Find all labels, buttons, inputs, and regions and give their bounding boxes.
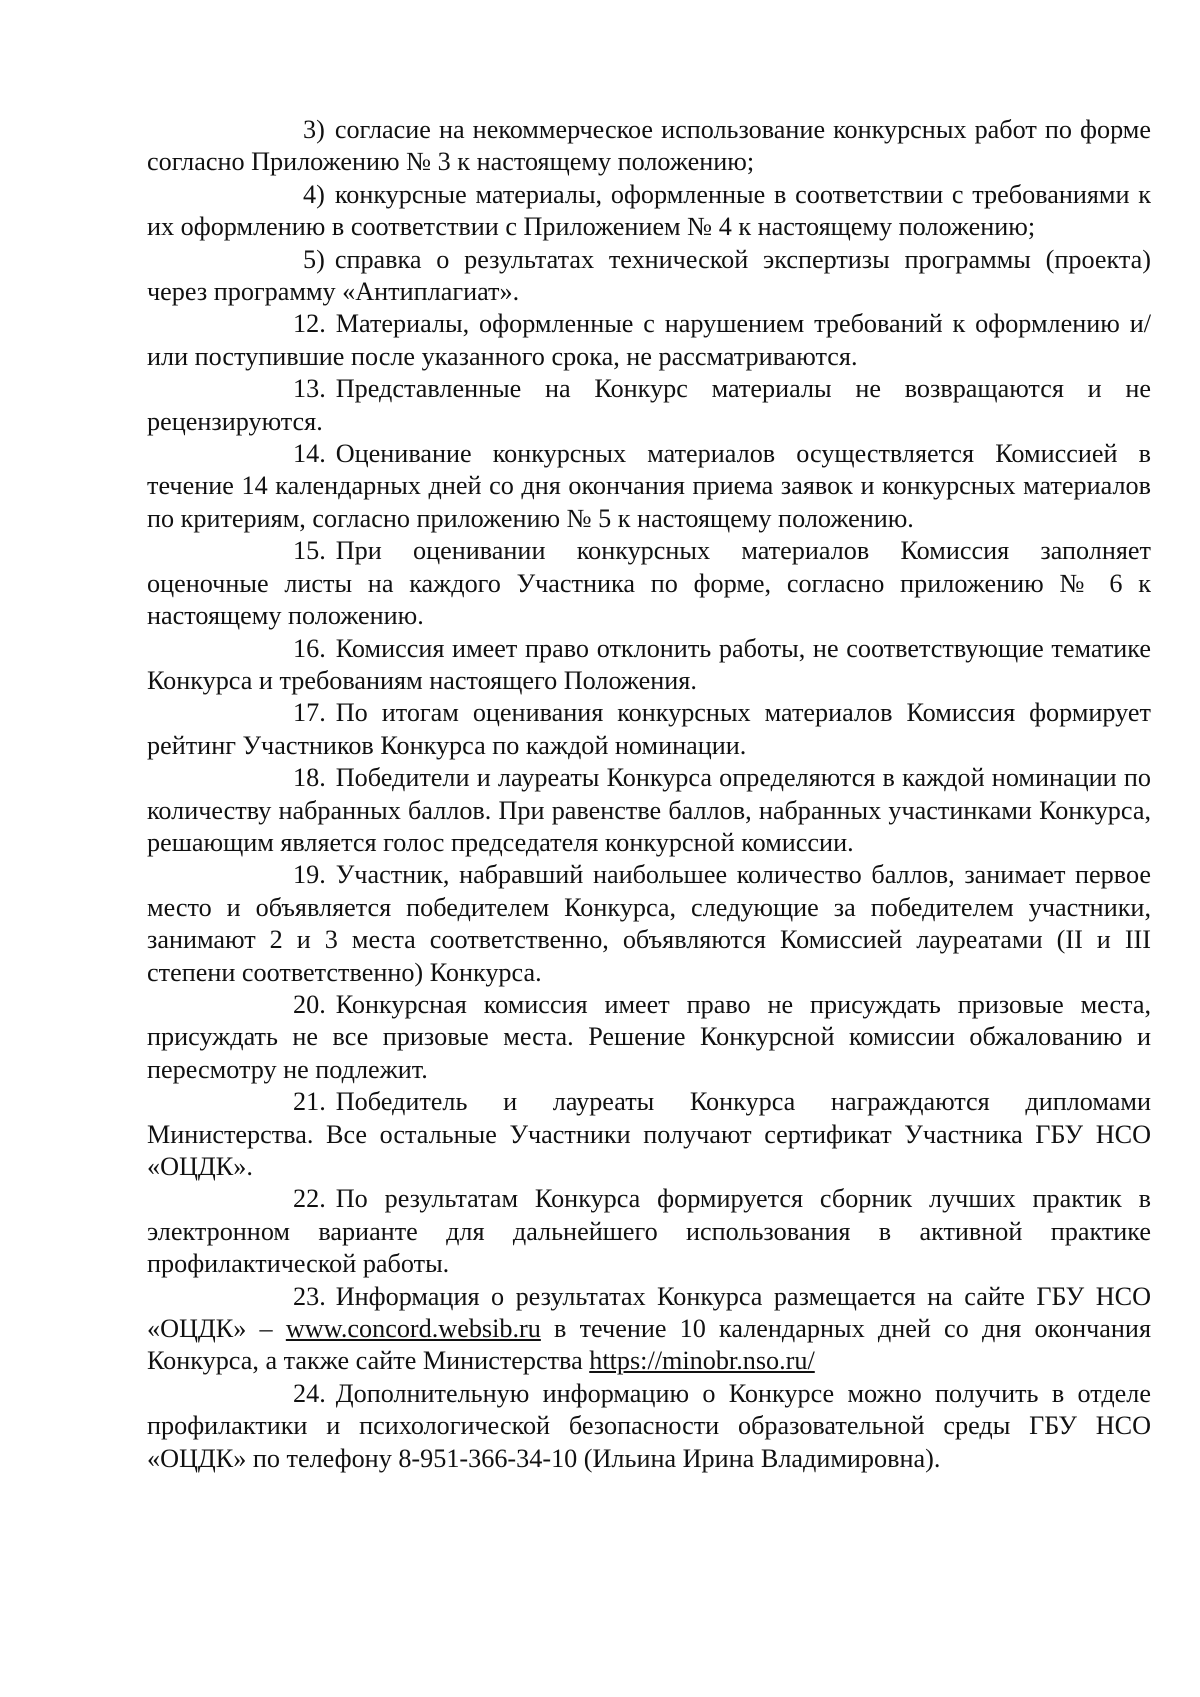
paragraph-12 — [147, 308, 1151, 373]
paragraph-17 — [147, 697, 1151, 762]
paragraph-15 — [147, 535, 1151, 632]
paragraph-number: 21. — [293, 1087, 326, 1117]
paragraph-text: Материалы, оформленные с нарушением требований к оформлению и/или поступившие после указанного срока, не рассматриваются. — [147, 309, 1151, 371]
item-text: конкурсные материалы, оформленные в соответствии с требованиями к их оформлению в соответствии с Приложением № 4 к настоящему положению; — [147, 179, 1151, 242]
paragraph-text: При оценивании конкурсных материалов Комиссия заполняет оценочные листы на каждого Участника по форме, согласно приложению № 6 к настоящему положению. — [147, 536, 1151, 631]
paragraph-text-continued: в течение 10 календарных дней со дня окончания Конкурса, а также сайте Министерства — [147, 1314, 1151, 1376]
paragraph-text: Информация о результатах Конкурса размещается на сайте ГБУ НСО «ОЦДК» – — [147, 1281, 1151, 1344]
paragraph-text: Участник, набравший наибольшее количество баллов, занимает первое место и объявляется победителем Конкурса, следующие за победителем участники, занимают 2 и 3 места соответственно, объявляются Комиссией лауреатами (II и III степени соответственно) Конкурса. — [147, 860, 1151, 987]
paragraph-14 — [147, 438, 1151, 535]
concord-website-link[interactable]: www.concord.websib.ru — [285, 1314, 541, 1344]
paragraph-number: 24. — [293, 1378, 326, 1408]
item-number: 4) — [303, 179, 325, 209]
paragraph-number: 16. — [293, 633, 326, 663]
item-number: 5) — [303, 244, 325, 274]
list-item-consent — [147, 114, 1151, 179]
paragraph-20 — [147, 989, 1151, 1086]
paragraph-text: Оценивание конкурсных материалов осуществляется Комиссией в течение 14 календарных дней со дня окончания приема заявок и конкурсных материалов по критериям, согласно приложению № 5 к настоящему положению. — [147, 439, 1151, 533]
paragraph-number: 14. — [293, 439, 326, 469]
paragraph-13 — [147, 373, 1151, 438]
paragraph-number: 15. — [293, 536, 326, 566]
paragraph-18 — [147, 762, 1151, 859]
item-text: согласие на некоммерческое использование конкурсных работ по форме согласно Приложению № 3 к настоящему положению; — [147, 115, 1151, 177]
paragraph-22 — [147, 1183, 1151, 1280]
paragraph-text: По результатам Конкурса формируется сборник лучших практик в электронном варианте для дальнейшего использования в активной практике профилактической работы. — [147, 1184, 1151, 1279]
paragraph-text: Дополнительную информацию о Конкурсе можно получить в отделе профилактики и психологической безопасности образовательной среды ГБУ НСО «ОЦДК» по телефону 8-951-366-34-10 (Ильина Ирина Владимировна). — [147, 1378, 1151, 1473]
paragraph-number: 18. — [293, 763, 326, 793]
list-item-materials — [147, 179, 1151, 244]
paragraph-text: Конкурсная комиссия имеет право не присуждать призовые места, присуждать не все призовые места. Решение Конкурсной комиссии обжалованию и пересмотру не подлежит. — [147, 989, 1151, 1084]
item-text: справка о результатах технической экспертизы программы (проекта) через программу «Антиплагиат». — [147, 244, 1151, 307]
paragraph-23 — [147, 1281, 1151, 1378]
paragraph-text: Представленные на Конкурс материалы не возвращаются и не рецензируются. — [147, 374, 1151, 436]
paragraph-number: 20. — [293, 989, 326, 1019]
paragraph-number: 23. — [293, 1281, 326, 1311]
paragraph-24 — [147, 1378, 1151, 1475]
paragraph-text: Победители и лауреаты Конкурса определяются в каждой номинации по количеству набранных баллов. При равенстве баллов, набранных участинками Конкурса, решающим является голос председателя конкурсной комиссии. — [147, 763, 1151, 857]
item-number: 3) — [303, 115, 325, 144]
paragraph-number: 22. — [293, 1184, 326, 1214]
paragraph-number: 12. — [293, 309, 326, 339]
paragraph-text: Комиссия имеет право отклонить работы, не соответствующие тематике Конкурса и требованиям настоящего Положения. — [147, 633, 1151, 695]
ministry-website-link[interactable]: https://minobr.nso.ru/ — [589, 1346, 815, 1376]
paragraph-19 — [147, 859, 1151, 989]
document-page — [147, 114, 1151, 1475]
paragraph-number: 17. — [293, 698, 326, 728]
paragraph-text: По итогам оценивания конкурсных материалов Комиссия формирует рейтинг Участников Конкурса по каждой номинации. — [147, 698, 1151, 760]
paragraph-text: Победитель и лауреаты Конкурса награждаются дипломами Министерства. Все остальные Участники получают сертификат Участника ГБУ НСО «ОЦДК». — [147, 1087, 1151, 1181]
list-item-antiplagiat — [147, 244, 1151, 309]
paragraph-21 — [147, 1086, 1151, 1183]
paragraph-number: 19. — [293, 860, 326, 890]
paragraph-16 — [147, 633, 1151, 698]
paragraph-number: 13. — [293, 374, 326, 404]
